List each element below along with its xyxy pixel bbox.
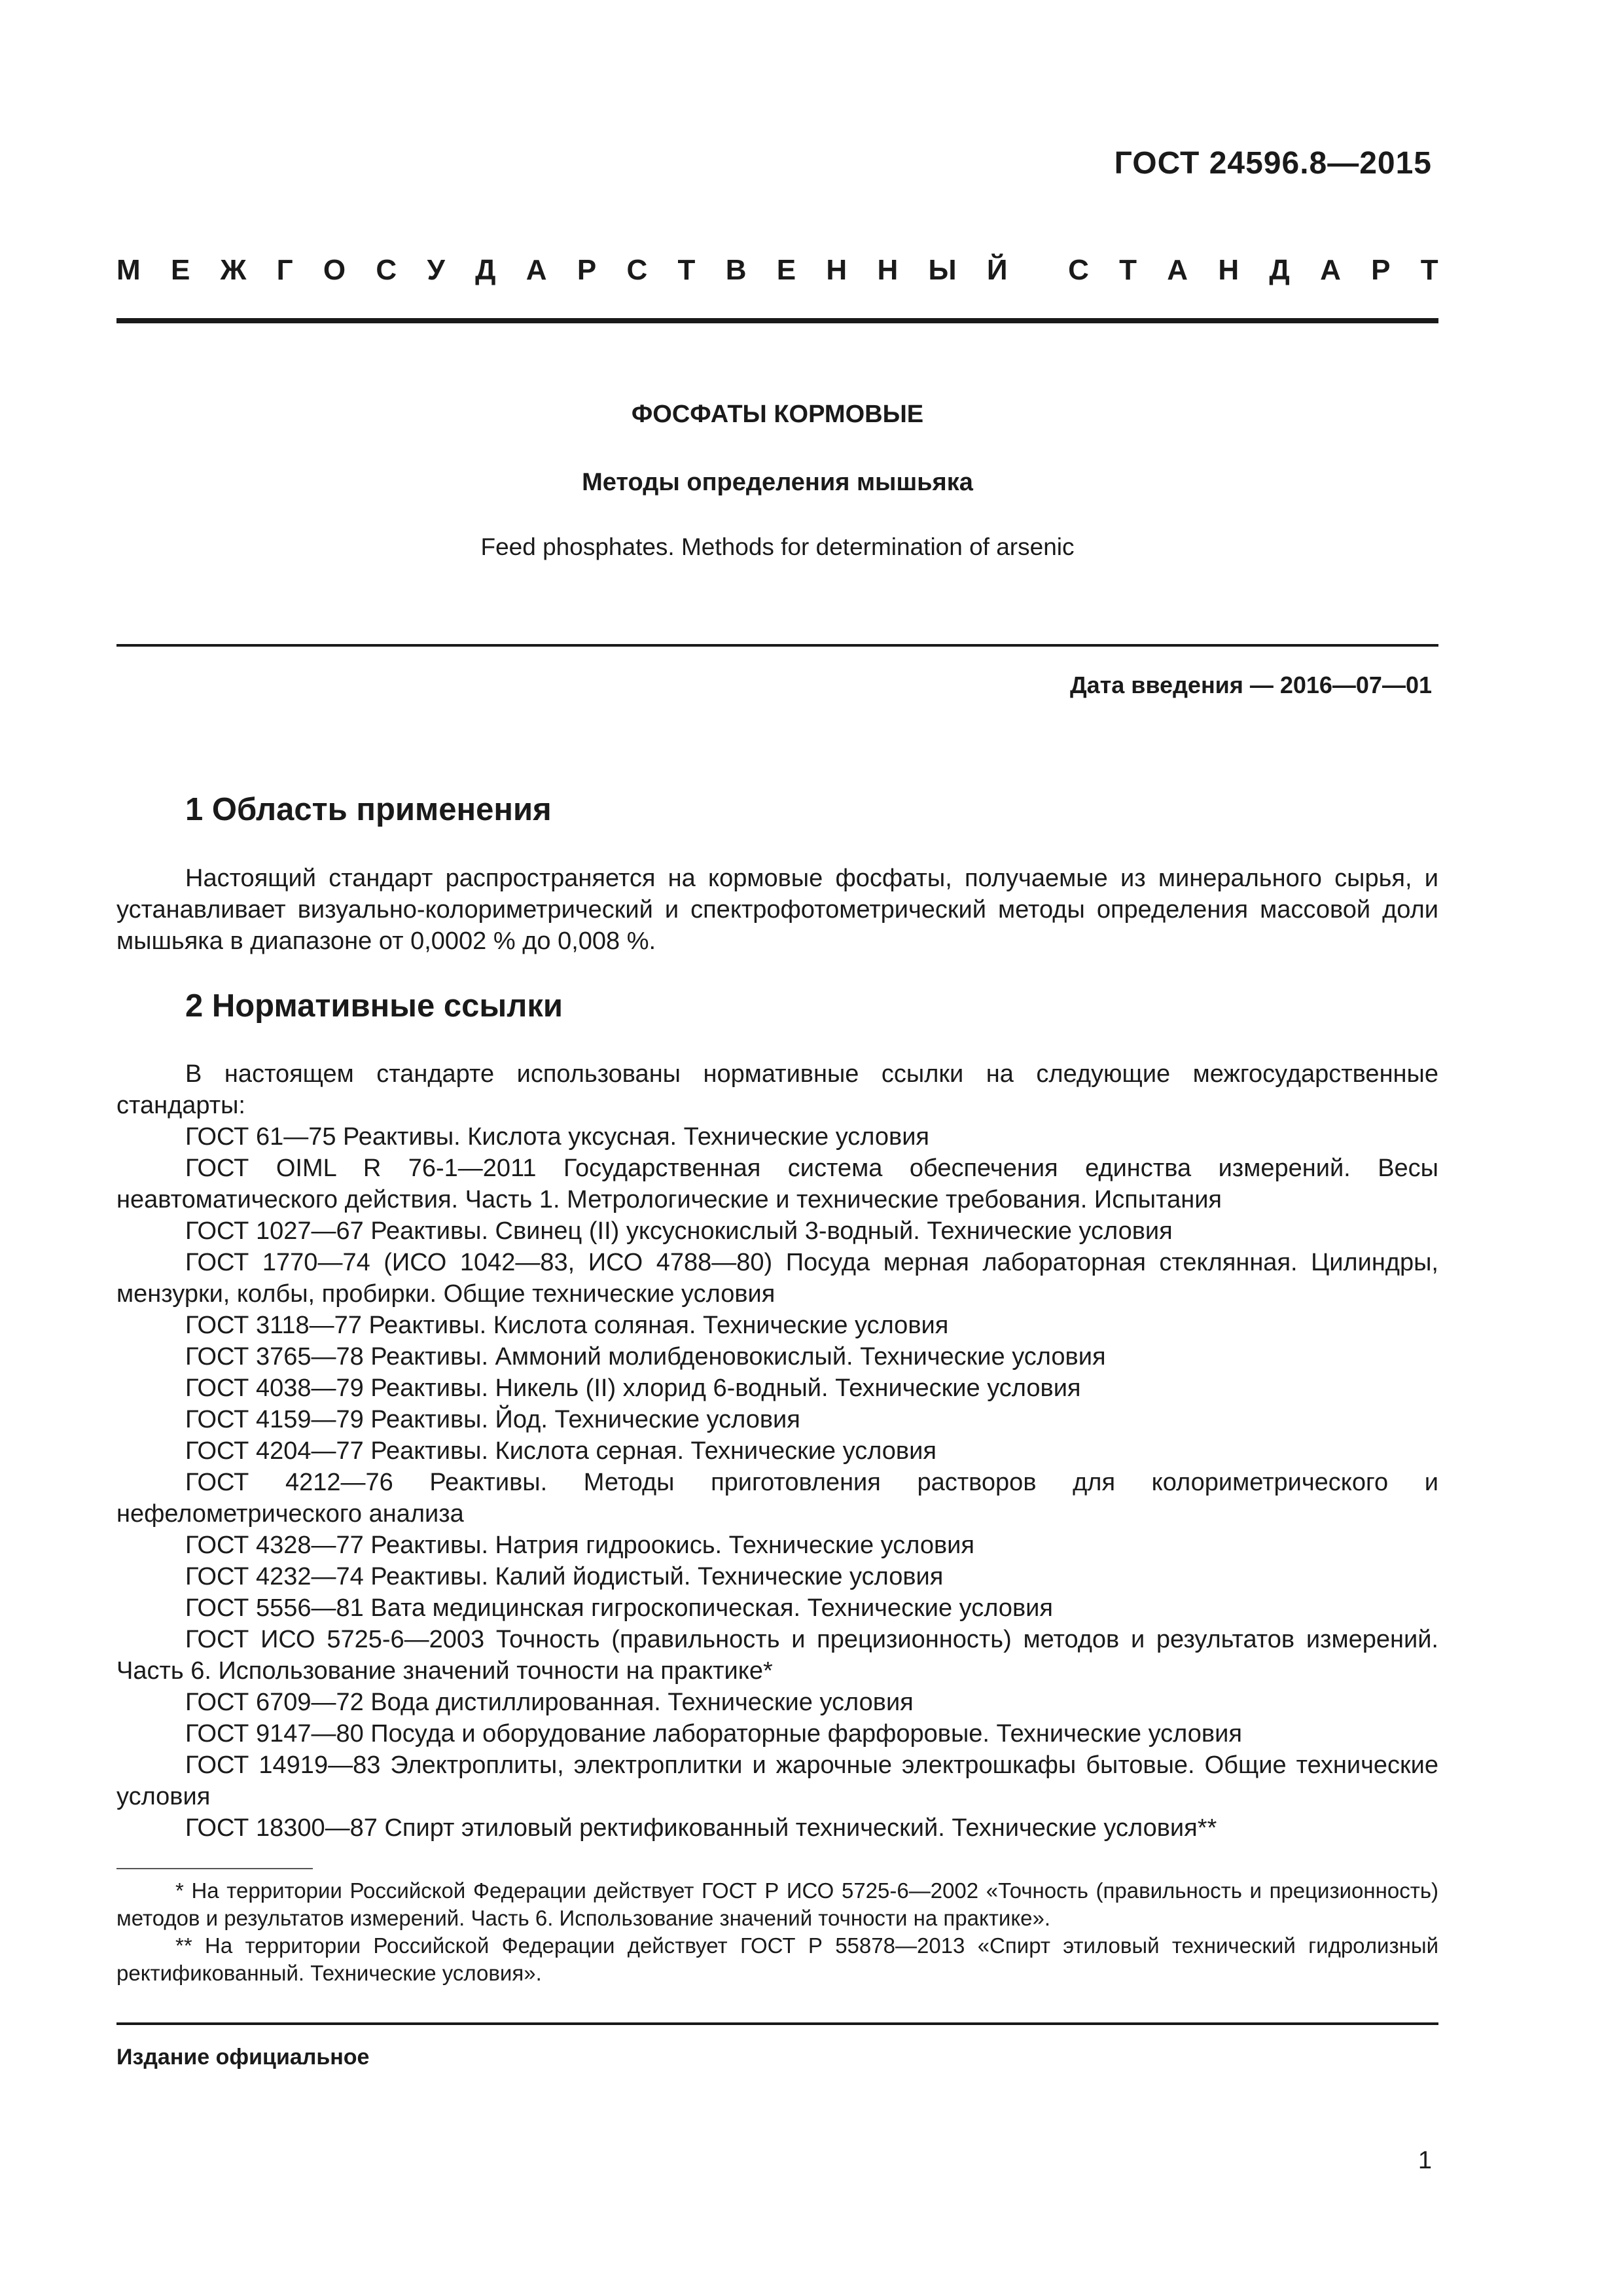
reference-item: ГОСТ 9147—80 Посуда и оборудование лабораторные фарфоровые. Технические условия [185, 1720, 1242, 1748]
reference-item: ГОСТ 4232—74 Реактивы. Калий йодистый. Технические условия [185, 1563, 944, 1590]
standard-type-letter: А [526, 254, 547, 286]
paragraph: Настоящий стандарт распространяется на кормовые фосфаты, получаемые из минерального сырья, и устанавливает визуально-колориметрический и спектрофотометрический методы определения массовой доли мышьяка в диапазоне от 0,0002 % до 0,008 %. [116, 865, 1438, 955]
reference-item: ГОСТ 61—75 Реактивы. Кислота уксусная. Технические условия [185, 1123, 930, 1151]
standard-type-letter: С [1068, 254, 1089, 286]
standard-type-letter: Р [577, 254, 597, 286]
introduction-date: Дата введения — 2016—07—01 [1069, 672, 1432, 698]
standard-type-letter: Р [1371, 254, 1391, 286]
standard-type-letter: Т [1420, 254, 1438, 286]
paragraph: В настоящем стандарте использованы нормативные ссылки на следующие межгосударственные стандарты: [116, 1060, 1438, 1119]
standard-type-letter: В [725, 254, 747, 286]
header-rule [116, 318, 1438, 323]
reference-item: ГОСТ 4328—77 Реактивы. Натрия гидроокись. Технические условия [185, 1532, 974, 1559]
standard-type-letter: М [116, 254, 141, 286]
footnote: * На территории Российской Федерации действует ГОСТ Р ИСО 5725-6—2002 «Точность (правильность и прецизионность) методов и результатов измерений. Часть 6. Использование значений точности на практике». [116, 1878, 1438, 1930]
section-body-normative-references [116, 1058, 1438, 1844]
edition-label: Издание официальное [116, 2045, 370, 2070]
english-title: Feed phosphates. Methods for determination of arsenic [480, 533, 1075, 560]
footnotes [116, 1877, 1438, 1987]
standard-type-letter: С [376, 254, 397, 286]
footer-rule [116, 2022, 1438, 2025]
document-code: ГОСТ 24596.8—2015 [1114, 146, 1432, 181]
footnote-separator [116, 1868, 313, 1869]
standard-type-letter: Й [986, 254, 1008, 286]
standard-type-letter: У [427, 254, 445, 286]
section-heading-scope: 1 Область применения [185, 792, 552, 827]
standard-type-letter: Г [276, 254, 293, 286]
standard-type-letter: Е [776, 254, 796, 286]
standard-type-letter: Д [475, 254, 496, 286]
standard-type-letter: О [323, 254, 346, 286]
footnote: ** На территории Российской Федерации действует ГОСТ Р 55878—2013 «Спирт этиловый технический гидролизный ректификованный. Технические условия». [116, 1933, 1438, 1985]
reference-item: ГОСТ 4038—79 Реактивы. Никель (II) хлорид 6-водный. Технические условия [185, 1374, 1081, 1402]
reference-item: ГОСТ 4212—76 Реактивы. Методы приготовления растворов для колориметрического и нефелометрического анализа [116, 1469, 1438, 1528]
reference-item: ГОСТ ИСО 5725-6—2003 Точность (правильность и прецизионность) методов и результатов измерений. Часть 6. Использование значений точности на практике* [116, 1626, 1438, 1685]
reference-item: ГОСТ 1027—67 Реактивы. Свинец (II) уксуснокислый 3-водный. Технические условия [185, 1217, 1173, 1245]
reference-item: ГОСТ 18300—87 Спирт этиловый ректификованный технический. Технические условия** [185, 1814, 1217, 1842]
standard-type-letter: С [626, 254, 648, 286]
standard-type-letter: А [1320, 254, 1341, 286]
reference-item: ГОСТ 4159—79 Реактивы. Йод. Технические условия [185, 1406, 800, 1433]
document-subtitle: Методы определения мышьяка [582, 469, 973, 496]
reference-item: ГОСТ 14919—83 Электроплиты, электроплитки и жарочные электрошкафы бытовые. Общие технические условия [116, 1751, 1438, 1810]
standard-type-letter: Ы [928, 254, 957, 286]
reference-item: ГОСТ 1770—74 (ИСО 1042—83, ИСО 4788—80) Посуда мерная лабораторная стеклянная. Цилиндры, мензурки, колбы, пробирки. Общие технические условия [116, 1249, 1438, 1308]
standard-type-letter: Ж [220, 254, 247, 286]
document-title: ФОСФАТЫ КОРМОВЫЕ [631, 401, 924, 428]
standard-type-letter: А [1167, 254, 1188, 286]
reference-item: ГОСТ 6709—72 Вода дистиллированная. Технические условия [185, 1689, 914, 1716]
standard-type-letter: Н [1218, 254, 1240, 286]
reference-item: ГОСТ 4204—77 Реактивы. Кислота серная. Технические условия [185, 1437, 936, 1465]
standard-type-letter: Н [877, 254, 899, 286]
reference-item: ГОСТ 5556—81 Вата медицинская гигроскопическая. Технические условия [185, 1594, 1053, 1622]
reference-item: ГОСТ 3118—77 Реактивы. Кислота соляная. Технические условия [185, 1312, 949, 1339]
standard-type-letter: Н [826, 254, 847, 286]
standard-type-heading [116, 254, 1438, 287]
section-body-scope [116, 863, 1438, 957]
standard-type-letter: Т [1119, 254, 1137, 286]
section-heading-normative-references: 2 Нормативные ссылки [185, 988, 563, 1024]
standard-type-letter: Е [170, 254, 190, 286]
reference-item: ГОСТ OIML R 76-1—2011 Государственная система обеспечения единства измерений. Весы неавтоматического действия. Часть 1. Метрологические и технические требования. Испытания [116, 1155, 1438, 1213]
standard-type-letter: Т [677, 254, 696, 286]
title-rule [116, 644, 1438, 647]
reference-item: ГОСТ 3765—78 Реактивы. Аммоний молибденовокислый. Технические условия [185, 1343, 1106, 1371]
page-number: 1 [1418, 2147, 1432, 2174]
standard-type-letter: Д [1269, 254, 1290, 286]
